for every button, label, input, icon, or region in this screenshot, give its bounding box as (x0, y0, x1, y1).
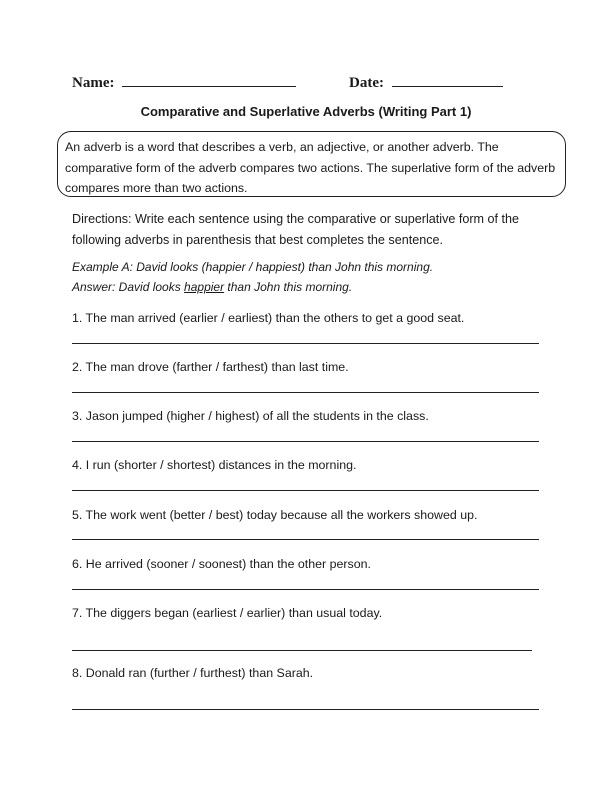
definition-box (57, 131, 566, 197)
question-5: 5. The work went (better / best) today because all the workers showed up. (72, 508, 478, 522)
answer-line-3[interactable] (72, 441, 539, 442)
definition-text: An adverb is a word that describes a verb, an adjective, or another adverb. The comparative form of the adverb compares two actions. The superlative form of the adverb compares more than two actions. (65, 140, 556, 195)
name-label: Name: (72, 75, 115, 91)
answer-line-1[interactable] (72, 343, 539, 344)
date-label: Date: (349, 75, 384, 91)
name-blank-line[interactable] (122, 72, 296, 87)
question-6: 6. He arrived (sooner / soonest) than the other person. (72, 557, 371, 571)
question-4: 4. I run (shorter / shortest) distances in the morning. (72, 458, 357, 472)
question-1: 1. The man arrived (earlier / earliest) than the others to get a good seat. (72, 311, 465, 325)
question-2: 2. The man drove (farther / farthest) than last time. (72, 360, 349, 374)
example-answer (72, 278, 352, 297)
directions-text: Directions: Write each sentence using the comparative or superlative form of the following adverbs in parenthesis that best completes the sentence. (72, 212, 520, 247)
answer-line-2[interactable] (72, 392, 539, 393)
worksheet-title: Comparative and Superlative Adverbs (Writing Part 1) (140, 104, 472, 119)
question-3: 3. Jason jumped (higher / highest) of all the students in the class. (72, 409, 429, 423)
name-field (72, 72, 296, 92)
date-field (349, 72, 503, 92)
answer-line-5[interactable] (72, 539, 539, 540)
question-8: 8. Donald ran (further / furthest) than Sarah. (72, 666, 314, 680)
example-line: Example A: David looks (happier / happiest) than John this morning. (72, 260, 434, 274)
question-7: 7. The diggers began (earliest / earlier) than usual today. (72, 606, 383, 620)
answer-line-4[interactable] (72, 490, 539, 491)
answer-line-7[interactable] (72, 650, 532, 651)
example-answer-prefix: Answer: David looks (72, 280, 185, 294)
example-answer-word: happier (184, 280, 225, 294)
answer-line-8[interactable] (72, 709, 539, 710)
answer-line-6[interactable] (72, 589, 539, 590)
date-blank-line[interactable] (392, 72, 503, 87)
example-answer-suffix: than John this morning. (224, 280, 353, 294)
